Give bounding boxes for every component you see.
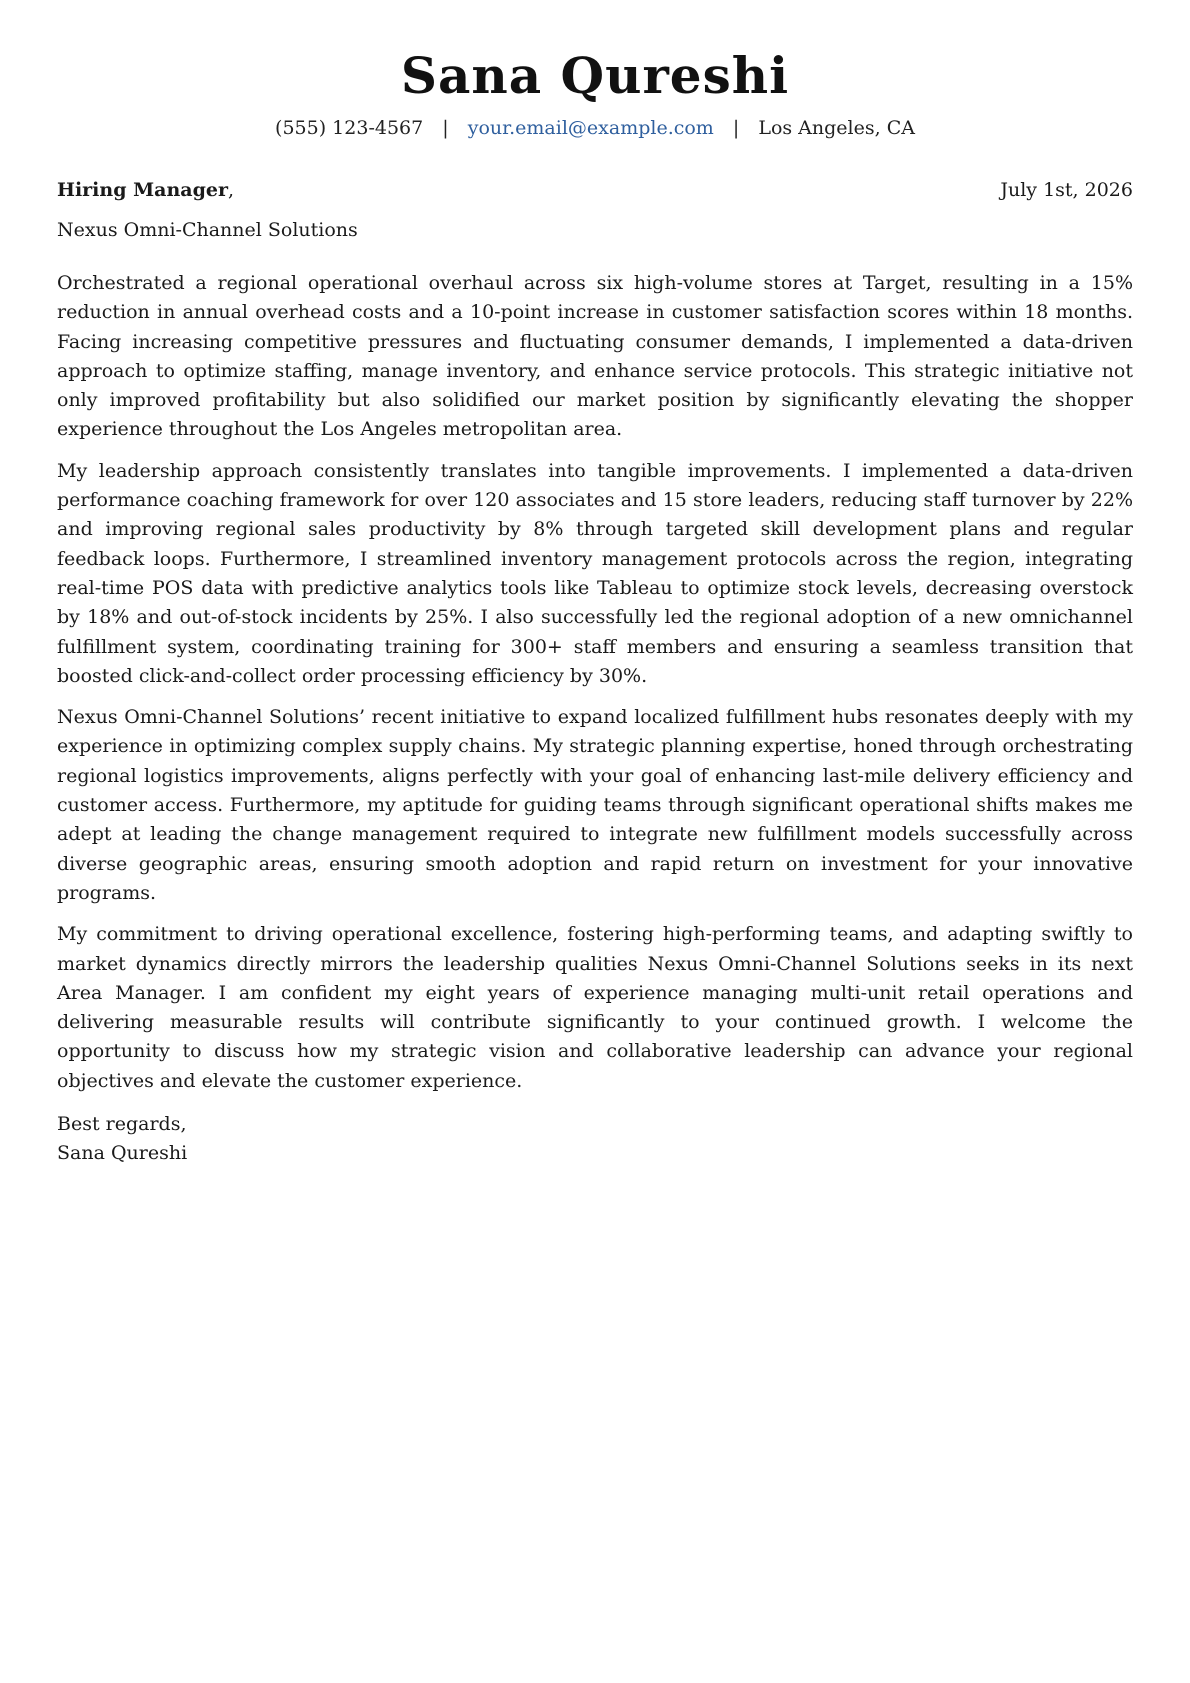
recipient-row [57,176,1133,204]
letter-body [57,269,1133,1096]
applicant-name: Sana Qureshi [400,46,790,105]
contact-separator: | [442,117,449,139]
letter-header [57,42,1133,142]
recipient-greeting [57,176,234,204]
phone-number: (555) 123-4567 [275,117,424,139]
email-link[interactable]: your.email@example.com [467,117,714,139]
letter-date: July 1st, 2026 [1000,179,1133,201]
letter-closing [57,1110,1133,1168]
recipient-name: Hiring Manager [57,179,228,201]
location: Los Angeles, CA [758,117,915,139]
body-paragraph: My commitment to driving operational excellence, fostering high-performing teams, and adapting swiftly to market dynamics directly mirrors the leadership qualities Nexus Omni-Channel Solutions seeks in its next Area Manager. I am confident my eight years of experience managing multi-unit retail operations and delivering measurable results will contribute significantly to your continued growth. I welcome the opportunity to discuss how my strategic vision and collaborative leadership can advance your regional objectives and elevate the customer experience. [57,923,1133,1092]
recipient-company: Nexus Omni-Channel Solutions [57,219,358,241]
contact-separator: | [732,117,740,139]
contact-line [57,114,1133,142]
body-paragraph: Orchestrated a regional operational overhaul across six high-volume stores at Target, resulting in a 15% reduction in annual overhead costs and a 10-point increase in customer satisfaction scores within 18 months. Facing increasing competitive pressures and fluctuating consumer demands, I implemented a data-driven approach to optimize staffing, manage inventory, and enhance service protocols. This strategic initiative not only improved profitability but also solidified our market position by significantly elevating the shopper experience throughout the Los Angeles metropolitan area. [57,272,1133,441]
body-paragraph: Nexus Omni-Channel Solutions’ recent initiative to expand localized fulfillment hubs resonates deeply with my experience in optimizing complex supply chains. My strategic planning expertise, honed through orchestrating regional logistics improvements, aligns perfectly with your goal of enhancing last-mile delivery efficiency and customer access. Furthermore, my aptitude for guiding teams through significant operational shifts makes me adept at leading the change management required to integrate new fulfillment models successfully across diverse geographic areas, ensuring smooth adoption and rapid return on investment for your innovative programs. [57,706,1133,904]
closing-salutation: Best regards, [57,1113,187,1136]
recipient-name-suffix: , [227,179,235,201]
body-paragraph: My leadership approach consistently translates into tangible improvements. I implemented a data-driven performance coaching framework for over 120 associates and 15 store leaders, reducing staff turnover by 22% and improving regional sales productivity by 8% through targeted skill development plans and regular feedback loops. Furthermore, I streamlined inventory management protocols across the region, integrating real-time POS data with predictive analytics tools like Tableau to optimize stock levels, decreasing overstock by 18% and out-of-stock incidents by 25%. I also successfully led the regional adoption of a new omnichannel fulfillment system, coordinating training for 300+ staff members and ensuring a seamless transition that boosted click-and-collect order processing efficiency by 30%. [57,459,1133,687]
signature-name: Sana Qureshi [57,1142,188,1165]
